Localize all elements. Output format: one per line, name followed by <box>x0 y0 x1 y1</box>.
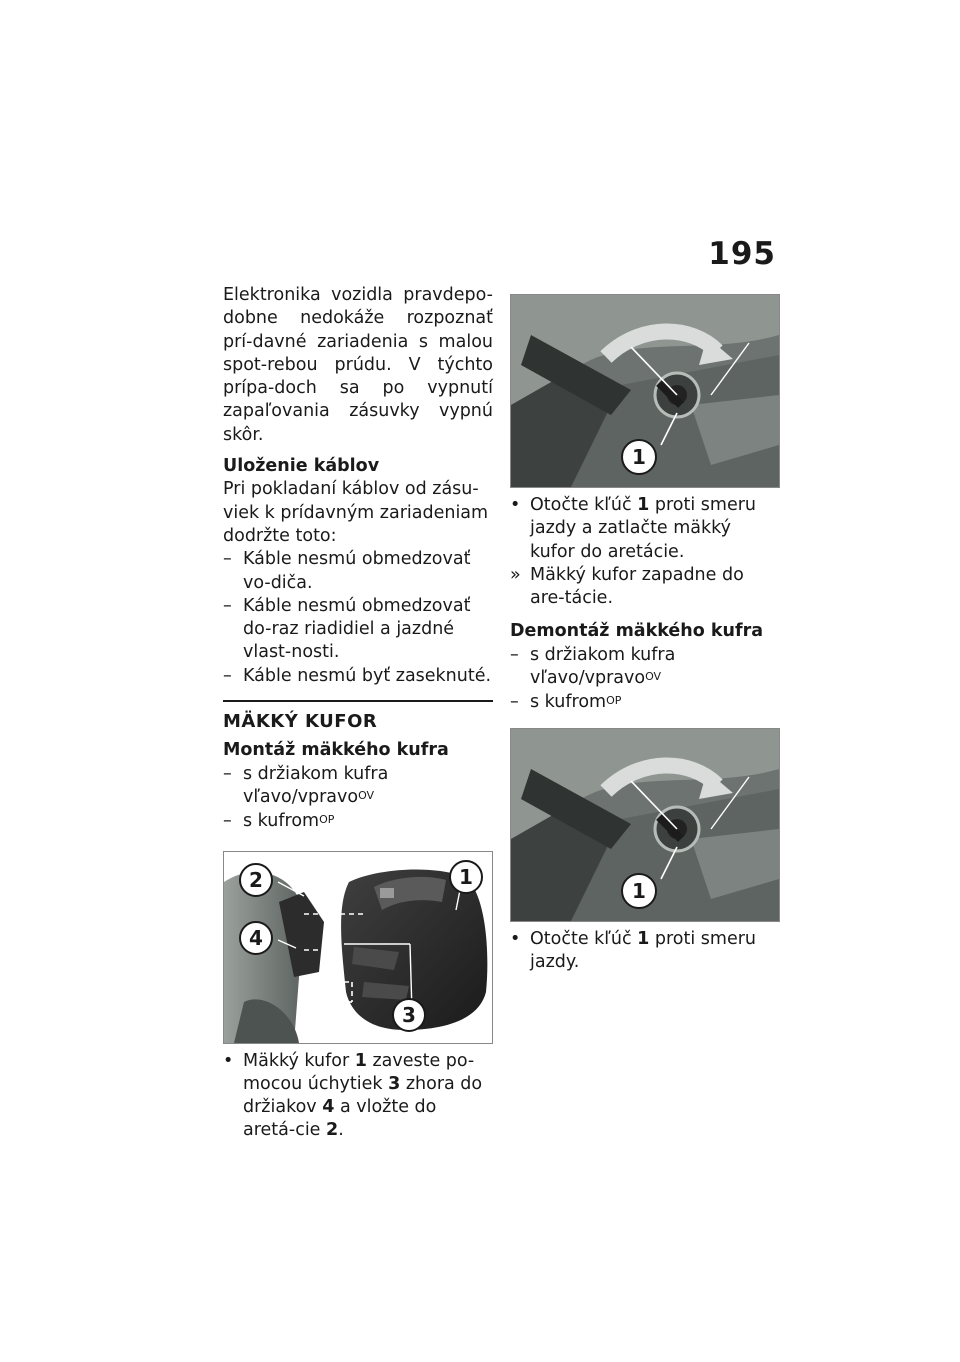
svg-text:1: 1 <box>459 864 473 889</box>
svg-text:1: 1 <box>632 445 646 469</box>
list-item: – s držiakom kufra vľavo/vpravo$^{OV}$ <box>510 644 676 689</box>
list-item: – s držiakom kufra vľavo/vpravo$^{OV}$ <box>223 763 389 807</box>
cable-list <box>223 548 493 688</box>
svg-text:1: 1 <box>632 878 646 903</box>
svg-text:3: 3 <box>402 1002 416 1027</box>
callout-1-icon <box>622 440 656 474</box>
list-item: • Otočte kľúč 1 proti smeru jazdy. <box>510 928 757 972</box>
list-item: » Mäkký kufor zapadne do are-tácie. <box>510 564 744 609</box>
svg-text:4: 4 <box>249 925 263 950</box>
figure-key-lock-1 <box>510 294 780 488</box>
callout-4-icon <box>240 922 272 954</box>
list-item: • Otočte kľúč 1 proti smeru jazdy a zatlačte mäkký kufor do aretácie. <box>510 495 757 562</box>
svg-text:2: 2 <box>249 867 263 892</box>
intro-paragraph: Elektronika vozidla pravdepo-dobne nedokáže rozpoznať prí-davné zariadenia s malou spot-rebou prúdu. V týchto prípa-doch sa po vypnutí zapaľovania zásuvky vypnú skôr. <box>223 285 493 445</box>
key-lock-photo <box>511 729 779 921</box>
callout-2-icon <box>240 864 272 896</box>
section-divider <box>223 700 493 702</box>
list-item: – Káble nesmú obmedzovať do-raz riadidiel a jazdné vlast-nosti. <box>223 595 471 663</box>
cable-intro: Pri pokladaní káblov od zásu-viek k prídavným zariadeniam dodržte toto: <box>223 479 489 546</box>
dismount-heading: Demontáž mäkkého kufra <box>510 621 764 642</box>
callout-3-icon <box>393 999 425 1031</box>
right-column <box>510 294 780 974</box>
section-title: MÄKKÝ KUFOR <box>223 711 378 733</box>
dismount-requirements <box>510 644 780 716</box>
left-column <box>223 284 493 1143</box>
key-lock-photo <box>511 295 779 487</box>
lock-steps <box>510 494 780 610</box>
list-item: – Káble nesmú obmedzovať vo-diča. <box>223 549 471 593</box>
callout-1-icon <box>622 874 656 908</box>
figure-key-lock-2 <box>510 728 780 922</box>
list-item: – s kufrom$^{OP}$ <box>510 692 622 713</box>
list-item: – s kufrom$^{OP}$ <box>223 811 335 832</box>
page-number: 195 <box>708 236 776 272</box>
mount-steps <box>223 1050 493 1143</box>
callout-1-icon <box>450 861 482 893</box>
softcase-mount-illustration <box>224 852 492 1043</box>
dismount-steps <box>510 928 780 975</box>
figure-mount-softcase <box>223 851 493 1044</box>
list-item: – Káble nesmú byť zaseknuté. <box>223 665 492 686</box>
mount-heading: Montáž mäkkého kufra <box>223 740 449 761</box>
mount-requirements <box>223 763 493 835</box>
cable-heading: Uloženie káblov <box>223 456 380 477</box>
list-item: • Mäkký kufor 1 zaveste po-mocou úchytiek 3 zhora do držiakov 4 a vložte do aretá-cie 2. <box>223 1050 483 1141</box>
